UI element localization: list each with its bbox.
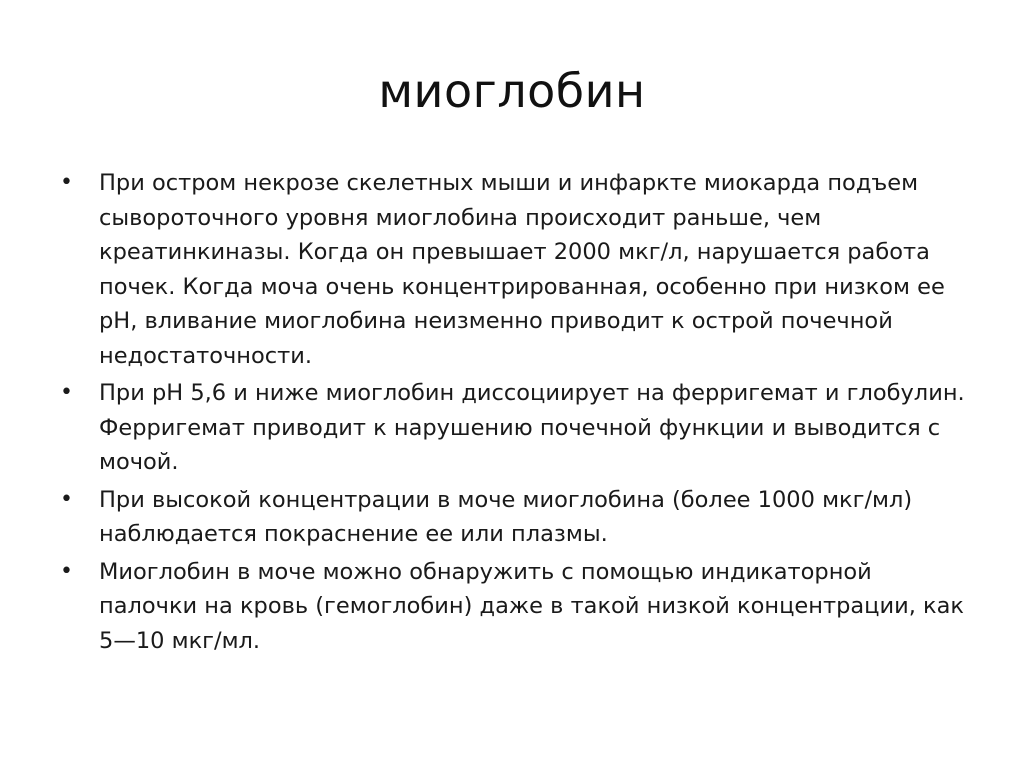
- slide-title: миоглобин: [378, 64, 646, 118]
- bullet-text: При остром некрозе скелетных мыши и инфаркте миокарда подъем сывороточного уровня миоглобина происходит раньше, чем креатинкиназы. Когда он превышает 2000 мкг/л, нарушается работа почек. Когда моча очень концентрированная, особенно при низком ее pH, вливание миоглобина неизменно приводит к острой почечной недостаточности.: [99, 170, 945, 369]
- bullet-icon: •: [60, 170, 73, 195]
- bullet-item: [60, 376, 970, 480]
- bullet-item: [60, 483, 970, 552]
- bullet-list: [60, 166, 970, 661]
- bullet-icon: •: [60, 486, 73, 512]
- bullet-text: Миоглобин в моче можно обнаружить с помощью индикаторной палочки на кровь (гемоглобин) даже в такой низкой концентрации, как 5—10 мкг/мл.: [99, 558, 964, 654]
- bullet-icon: •: [60, 558, 73, 584]
- bullet-icon: •: [60, 380, 73, 405]
- bullet-text: При высокой концентрации в моче миоглобина (более 1000 мкг/мл) наблюдается покраснение ее или плазмы.: [99, 486, 913, 547]
- bullet-item: [60, 166, 970, 373]
- bullet-text: При pH 5,6 и ниже миоглобин диссоциирует на ферригемат и глобулин. Ферригемат приводит к нарушению почечной функции и выводится с мочой.: [99, 380, 965, 475]
- bullet-item: [60, 555, 970, 659]
